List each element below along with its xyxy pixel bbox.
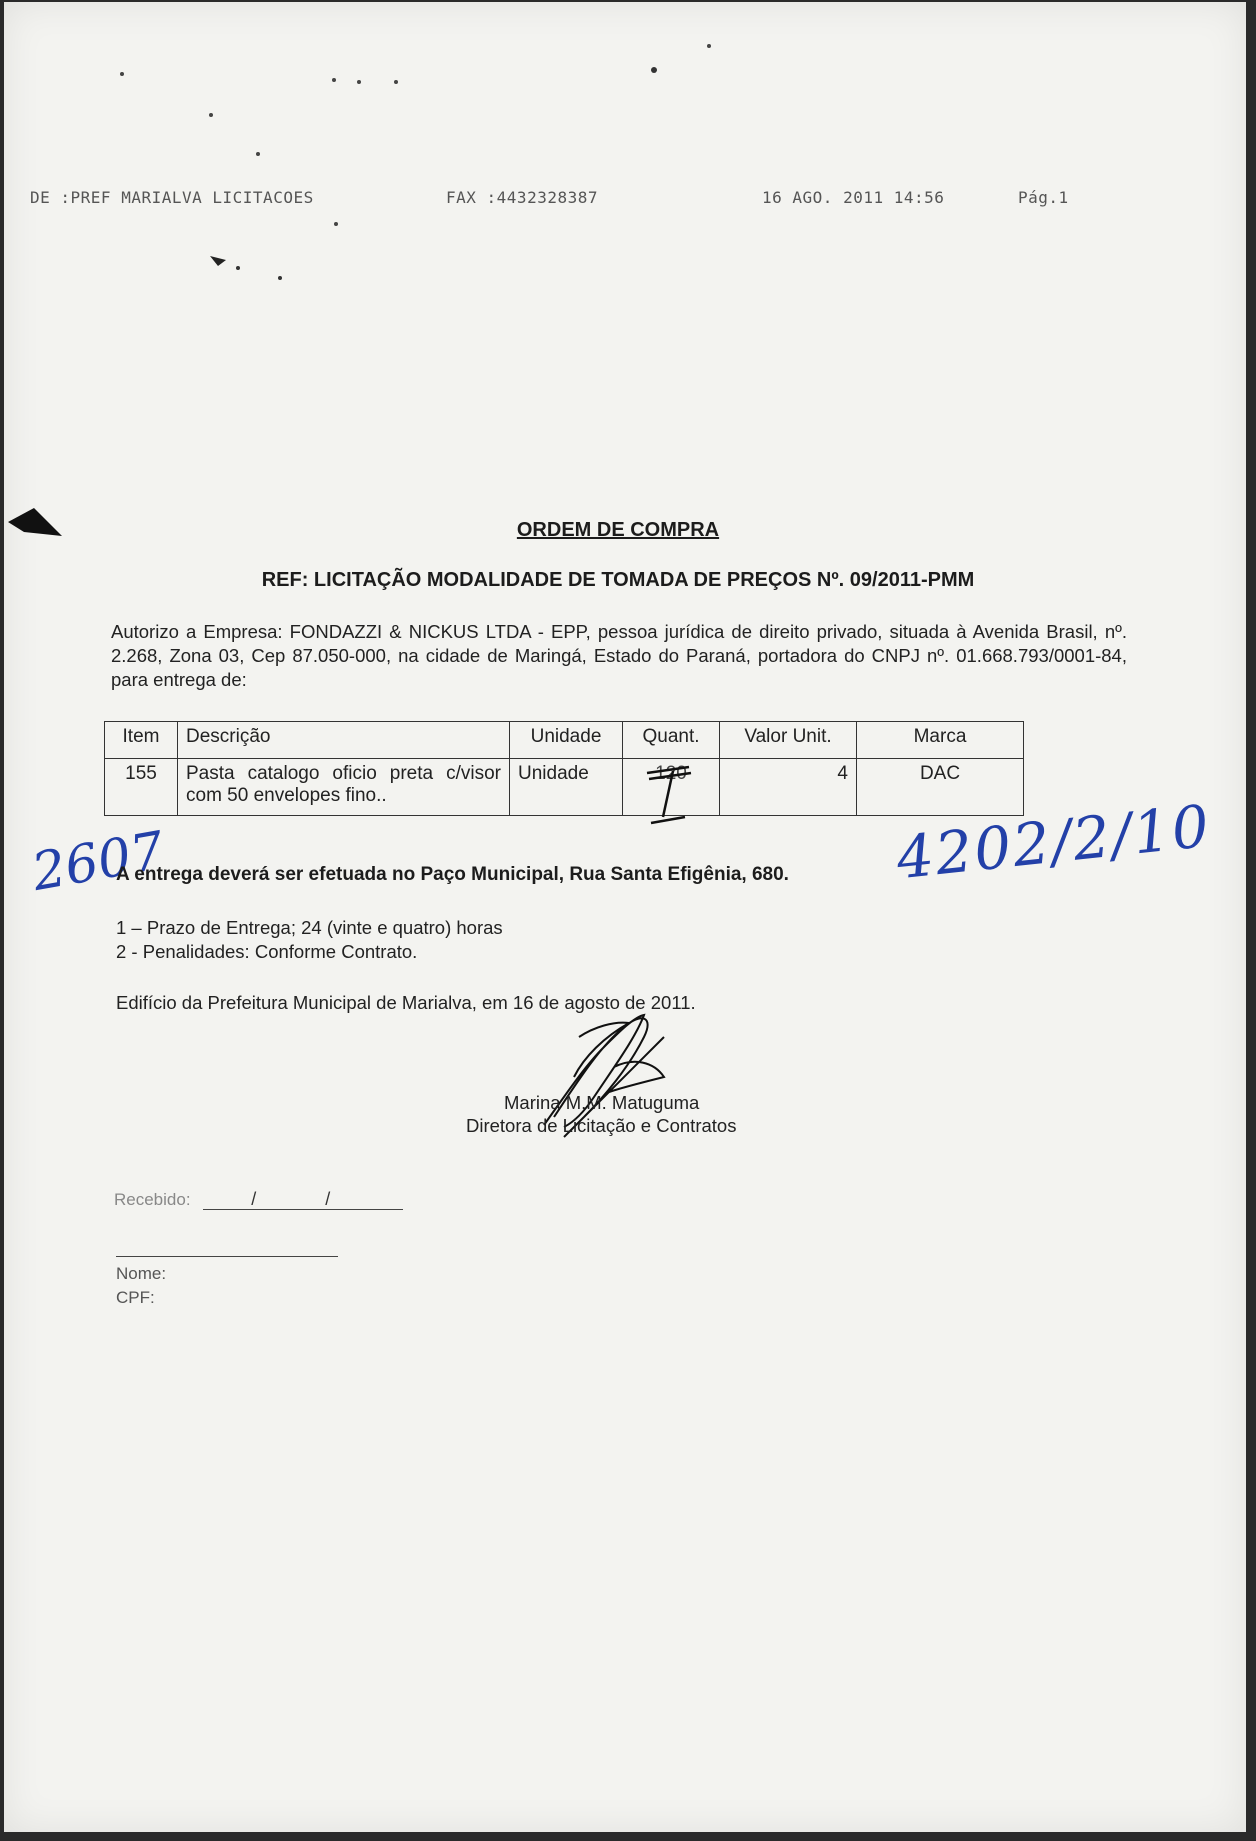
scan-marks	[4, 2, 1246, 302]
cell-brand: DAC	[857, 759, 1024, 816]
fax-datetime: 16 AGO. 2011 14:56	[762, 188, 945, 207]
received-date-line: / /	[203, 1191, 403, 1210]
document-title: ORDEM DE COMPRA	[516, 519, 720, 541]
items-table	[104, 721, 1024, 816]
terms-list	[116, 916, 503, 964]
signatory-role: Diretora de Licitação e Contratos	[466, 1115, 737, 1136]
quantity-correction-scribble	[645, 765, 695, 829]
authorization-paragraph: Autorizo a Empresa: FONDAZZI & NICKUS LTDA - EPP, pessoa jurídica de direito privado, situada à Avenida Brasil, nº. 2.268, Zona 03, Cep 87.050-000, na cidade de Maringá, Estado do Paraná, portadora do CNPJ nº. 01.668.793/0001-84, para entrega de:	[111, 621, 1127, 690]
header-description: Descrição	[178, 722, 510, 759]
fax-header	[24, 188, 1226, 212]
term-penalties: 2 - Penalidades: Conforme Contrato.	[116, 941, 418, 962]
place-and-date: Edifício da Prefeitura Municipal de Marialva, em 16 de agosto de 2011.	[116, 992, 696, 1013]
header-unit-price: Valor Unit.	[720, 722, 857, 759]
fax-number: FAX :4432328387	[446, 188, 598, 207]
header-quantity: Quant.	[623, 722, 720, 759]
cell-unit-price: 4	[720, 759, 857, 816]
term-deadline: 1 – Prazo de Entrega; 24 (vinte e quatro) horas	[116, 917, 503, 938]
signatory-name: Marina M.M. Matuguma	[504, 1092, 700, 1113]
fax-sender: DE :PREF MARIALVA LICITACOES	[30, 188, 314, 207]
header-unit: Unidade	[510, 722, 623, 759]
handwritten-note-left: 2607	[27, 820, 169, 904]
reference-line: REF: LICITAÇÃO MODALIDADE DE TOMADA DE PREÇOS Nº. 09/2011-PMM	[261, 569, 975, 591]
cell-description: Pasta catalogo oficio preta c/visor com 50 envelopes fino..	[178, 759, 510, 816]
cell-unit: Unidade	[510, 759, 623, 816]
header-brand: Marca	[857, 722, 1024, 759]
quantity-struck-value: 120	[655, 763, 687, 784]
table-header-row	[105, 722, 1024, 759]
document-page	[4, 2, 1246, 1832]
table-row	[105, 759, 1024, 816]
received-field	[114, 1190, 403, 1210]
fax-page: Pág.1	[1018, 188, 1069, 207]
header-item: Item	[105, 722, 178, 759]
signature-line	[116, 1256, 338, 1257]
name-label: Nome:	[116, 1264, 167, 1283]
received-label: Recebido:	[114, 1190, 191, 1209]
handwritten-note-right: 4202/2/10	[893, 791, 1215, 893]
cell-item: 155	[105, 759, 178, 816]
cpf-label: CPF:	[116, 1288, 155, 1307]
cell-quantity	[623, 759, 720, 816]
delivery-instruction: A entrega deverá ser efetuada no Paço Municipal, Rua Santa Efigênia, 680.	[116, 864, 789, 885]
